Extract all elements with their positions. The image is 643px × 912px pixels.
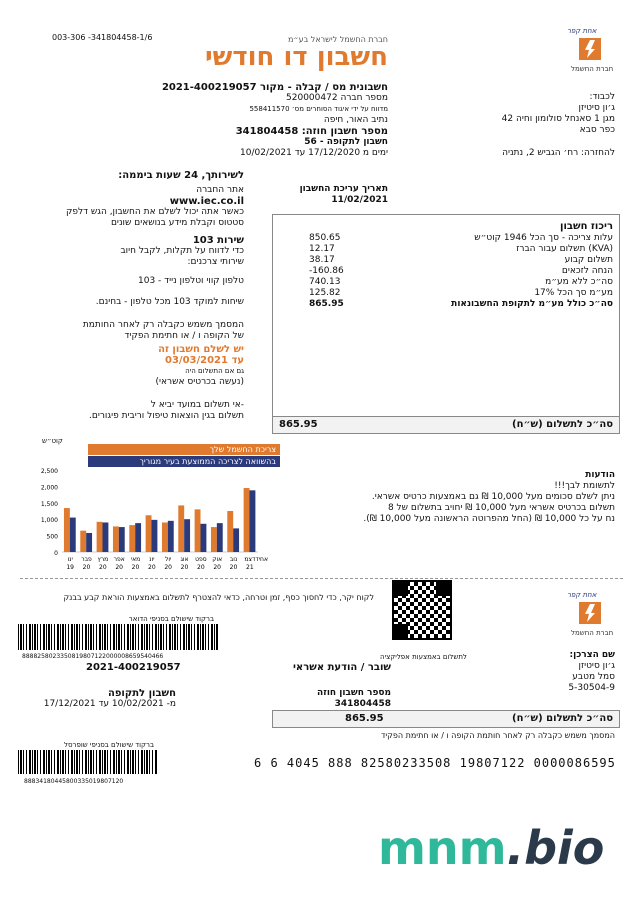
y-tick-label: 1,000 bbox=[40, 517, 58, 525]
barcode-supermarket-digits: 88834180445800335019807120 bbox=[24, 778, 124, 785]
summary-row-value: 850.65 bbox=[309, 233, 341, 243]
bar-own bbox=[162, 522, 168, 552]
customer-city: כפר סבא bbox=[579, 125, 615, 135]
x-tick-sublabel: 21 bbox=[246, 564, 254, 571]
summary-row-label: מע״מ סך הכל 17% bbox=[534, 288, 613, 298]
pay-by: יש לשלם חשבון זה bbox=[158, 344, 244, 355]
x-tick-sublabel: 20 bbox=[131, 564, 140, 571]
phone-desc: שיחות למוקד 103 מכל טלפון - בחינם. bbox=[95, 297, 244, 307]
logo-caption: חברת החשמל bbox=[571, 629, 614, 637]
bar-average bbox=[250, 490, 256, 552]
summary-title: ריכוז חשבון bbox=[560, 221, 613, 232]
x-tick-label: יונ bbox=[149, 556, 155, 563]
consumption-chart bbox=[30, 436, 276, 580]
summary-row-value: 740.13 bbox=[309, 277, 341, 287]
y-tick-label: 500 bbox=[46, 533, 58, 541]
x-tick-label: ינו bbox=[67, 556, 73, 563]
stub-total-value: 865.95 bbox=[345, 713, 384, 724]
prep-date-label: תאריך עריכת החשבון bbox=[299, 184, 388, 194]
summary-row bbox=[309, 244, 613, 255]
chart-ylabel: קוט״ש bbox=[42, 437, 63, 445]
service-title: לשירותך, 24 שעות ביממה: bbox=[118, 170, 244, 181]
service-103-title: שירות 103 bbox=[192, 235, 244, 246]
summary-total-value: 865.95 bbox=[279, 419, 318, 430]
bar-own bbox=[97, 522, 103, 552]
doc-note-2: של הקופה ו / או חתימת הפקיד bbox=[124, 331, 244, 341]
bar-average bbox=[152, 520, 158, 552]
x-tick-label: נוב bbox=[229, 556, 238, 563]
return-address: להחזרה: רח׳ הגביש 2, נתניה bbox=[502, 148, 615, 158]
pay-card: (נעשה בכרטיס אשראי) bbox=[155, 377, 244, 387]
summary-total-bar bbox=[273, 416, 619, 433]
logo-script: אחת קפר bbox=[567, 591, 597, 599]
bar-average bbox=[217, 523, 223, 552]
barcode-postal-digits: 8888258023350819807122000008659540466 bbox=[22, 653, 164, 660]
customer-address: מגן 1 סאנחל סולומון וחיה 42 bbox=[501, 114, 615, 124]
legend-average-label: בהשוואה לצריכה הממוצעת בעיר מגוריך bbox=[139, 457, 276, 466]
company-logo bbox=[565, 26, 615, 76]
summary-row-label: תשלום קבוע bbox=[564, 255, 613, 265]
barcode-hint: ברקוד שישולם בסניפי הדואר bbox=[128, 615, 214, 623]
summary-row-label: (KVA) תשלום עבור הברז bbox=[516, 244, 613, 254]
watermark-part2: .bio bbox=[506, 821, 605, 875]
x-tick-label: אוק bbox=[212, 556, 223, 563]
bar-average bbox=[103, 522, 109, 552]
customer-name: ג׳ון סיטיזן bbox=[578, 103, 615, 113]
service-103-b: שירותי צרכנים: bbox=[187, 257, 244, 267]
service-103-a: כדי לדווח על תקלות, לקבל חיוב bbox=[120, 246, 244, 256]
bar-average bbox=[119, 527, 125, 552]
bar-own bbox=[113, 526, 119, 552]
summary-row-label: סה״כ כולל מע״מ לתקופת החשבונאות bbox=[451, 299, 613, 309]
period-number: חשבון לתקופה - 56 bbox=[304, 137, 388, 147]
bar-average bbox=[86, 533, 92, 552]
consumer-label: שם הצרכן: bbox=[569, 650, 615, 660]
phone-line: טלפון קווי וטלפון נייד - 103 bbox=[138, 276, 244, 286]
summary-row-value: 38.17 bbox=[309, 255, 335, 265]
legend-own bbox=[88, 444, 280, 455]
x-tick-label: דצמ bbox=[244, 556, 256, 563]
bar-average bbox=[168, 521, 174, 552]
days-period: ימים מ 17/12/2020 עד 10/02/2021 bbox=[240, 148, 388, 158]
x-tick-sublabel: 20 bbox=[164, 564, 172, 571]
x-tick-sublabel: 20 bbox=[197, 564, 205, 571]
x-tick-sublabel: 20 bbox=[148, 564, 156, 571]
bar-average bbox=[184, 519, 190, 552]
x-tick-label: אוג bbox=[180, 556, 189, 563]
site-desc-2: סטטוס וקבלת מידע בנושאים שונים bbox=[110, 218, 244, 228]
x-tick-sublabel: 20 bbox=[82, 564, 91, 571]
site-desc-1: כאשר אתה יכול לשלם את החשבון, הגש דלפק bbox=[65, 207, 244, 217]
summary-row-label: הנחה לזכאים bbox=[561, 266, 613, 276]
stub-invoice-number: 2021-400219057 bbox=[86, 662, 181, 673]
summary-row bbox=[309, 266, 613, 277]
legend-own-label: צריכת החשמל שלך bbox=[209, 445, 276, 454]
summary-row bbox=[309, 277, 613, 288]
chart-extra-label: אחיד bbox=[255, 556, 268, 563]
stub-receipt-note: המסמך משמש כקבלה רק לאחר חותמת הקופה ו / או חתימת הפקיד bbox=[381, 731, 615, 740]
y-tick-label: 1,500 bbox=[40, 500, 58, 508]
message-line: תשלום בכרטיס אשראי מעל 10,000 ₪ יחויב בתשלום של 8 bbox=[387, 503, 615, 513]
x-tick-label: יול bbox=[164, 556, 172, 563]
messages-title: הודעות bbox=[585, 470, 615, 480]
summary-row-label: עלות צריכה - סך הכל 1946 קוט״ש bbox=[474, 233, 613, 243]
message-line: ניתן לשלם סכומים מעל 10,000 ₪ גם באמצעות כרטיס אשראי. bbox=[371, 492, 615, 502]
x-tick-label: מאי bbox=[130, 556, 141, 563]
bar-own bbox=[227, 511, 233, 552]
late-note-1: -אי תשלום במועד יביא ל bbox=[150, 400, 244, 410]
x-tick-label: פבר bbox=[81, 556, 92, 563]
prep-date: 11/02/2021 bbox=[331, 195, 388, 205]
company-small-name: חברת החשמל לישראל בע״מ bbox=[288, 35, 388, 44]
qr-caption: לתשלום באמצעות אפליקציה bbox=[380, 653, 467, 661]
barcode2-hint: ברקוד שישולם בסניפי שופרסל bbox=[64, 741, 154, 749]
ocr-line: 6 6 4045 888 82580233508 19807122 0000086595 bbox=[254, 756, 616, 770]
bar-own bbox=[129, 525, 135, 552]
stub-period: מ- 10/02/2021 עד 17/12/2021 bbox=[43, 699, 176, 709]
y-tick-label: 0 bbox=[54, 550, 58, 557]
site-address: נתיב האור, חיפה bbox=[323, 115, 388, 125]
approval-number: מדווח על ידי איגוד הסוחרים מס׳ 558411570 bbox=[249, 105, 388, 113]
consumer-name: ג׳ון סיטיזן bbox=[578, 661, 615, 671]
summary-box bbox=[272, 214, 620, 434]
site-label: אתר החברה bbox=[196, 185, 244, 195]
stub-period-label: חשבון לתקופה bbox=[107, 688, 176, 699]
bar-own bbox=[244, 488, 250, 552]
summary-row-total bbox=[309, 299, 613, 310]
pay-small: גם אם התשלום היה bbox=[185, 367, 244, 375]
barcode-supermarket bbox=[18, 750, 158, 774]
consumer-code-label: סמל מטבע bbox=[572, 672, 615, 682]
x-tick-sublabel: 20 bbox=[213, 564, 221, 571]
summary-row-value: 12.17 bbox=[309, 244, 335, 254]
x-tick-sublabel: 20 bbox=[180, 564, 189, 571]
summary-row-value: 125.82 bbox=[309, 288, 341, 298]
logo-script: אחת קפר bbox=[567, 27, 597, 35]
x-tick-sublabel: 19 bbox=[66, 564, 74, 571]
stub-contract-label: מספר חשבון חוזה bbox=[317, 688, 391, 698]
barcode-postal bbox=[18, 624, 218, 650]
message-line: לתשומת לבך!!! bbox=[554, 481, 615, 491]
y-tick-label: 2,500 bbox=[40, 468, 58, 475]
summary-row bbox=[309, 233, 613, 244]
x-tick-label: ספט bbox=[195, 556, 207, 563]
bar-own bbox=[64, 508, 70, 552]
stub-logo bbox=[565, 590, 615, 640]
bar-own bbox=[195, 509, 201, 552]
company-number: מספר חברה 520000472 bbox=[286, 93, 388, 103]
summary-rows bbox=[309, 233, 613, 310]
watermark-part1: mnm bbox=[378, 821, 507, 875]
top-reference: 003-306 -341804458-1/6 bbox=[52, 33, 153, 42]
bar-own bbox=[178, 505, 184, 552]
stub-total-bar bbox=[272, 710, 620, 728]
bar-own bbox=[146, 515, 152, 552]
chart-plot bbox=[30, 466, 270, 580]
payment-qr-code[interactable] bbox=[392, 580, 452, 640]
late-note-2: תשלום בגין הוצאות טיפול וריבית פיגורים. bbox=[89, 411, 244, 421]
bar-average bbox=[70, 518, 76, 552]
doc-note-1: המסמך משמש כקבלה רק לאחר החותמת bbox=[82, 320, 244, 330]
logo-caption: חברת החשמל bbox=[571, 65, 614, 73]
stub-tip: לקוח יקר, כדי לחסוך כסף, זמן וטרחה, כדאי להצטרף לתשלום באמצעות הוראת קבע בבנק bbox=[63, 593, 374, 602]
summary-row bbox=[309, 288, 613, 299]
summary-row-value: 865.95 bbox=[309, 299, 344, 309]
consumer-code: 5-30504-9 bbox=[568, 683, 615, 693]
x-tick-label: אפר bbox=[113, 556, 125, 563]
pay-date: עד 03/03/2021 bbox=[165, 355, 244, 366]
x-tick-sublabel: 20 bbox=[99, 564, 107, 571]
x-tick-label: מרץ bbox=[97, 556, 109, 563]
invoice-line: חשבונית מס / קבלה - מקור 2021-400219057 bbox=[161, 82, 388, 93]
bar-own bbox=[80, 531, 86, 552]
x-tick-sublabel: 20 bbox=[229, 564, 238, 571]
bar-average bbox=[201, 524, 207, 552]
stub-voucher: שובר / הודעת אשראי bbox=[292, 662, 391, 673]
summary-total-label: סה״כ לתשלום (ש״ח) bbox=[512, 419, 613, 430]
stub-contract: 341804458 bbox=[334, 699, 391, 709]
brand-title: חשבון דו חודשי bbox=[204, 42, 388, 72]
message-line: נח על כל 10,000 ₪ (החל מהפרוטה הראשונה מעל 10,000 ₪). bbox=[363, 514, 615, 524]
to-label: לכבוד: bbox=[589, 92, 615, 102]
y-tick-label: 2,000 bbox=[40, 484, 58, 492]
summary-row-label: סה״כ ללא מע״מ bbox=[545, 277, 613, 287]
bar-average bbox=[233, 528, 239, 552]
bar-own bbox=[211, 527, 217, 552]
summary-row-value: -160.86 bbox=[309, 266, 344, 276]
cut-line bbox=[20, 578, 623, 579]
bar-average bbox=[135, 523, 141, 552]
watermark bbox=[378, 822, 604, 874]
x-tick-sublabel: 20 bbox=[115, 564, 123, 571]
contract-number: מספר חשבון חוזה: 341804458 bbox=[235, 126, 388, 137]
summary-row bbox=[309, 255, 613, 266]
site-url[interactable]: www.iec.co.il bbox=[169, 196, 244, 207]
stub-total-label: סה״כ לתשלום (ש״ח) bbox=[512, 713, 613, 724]
